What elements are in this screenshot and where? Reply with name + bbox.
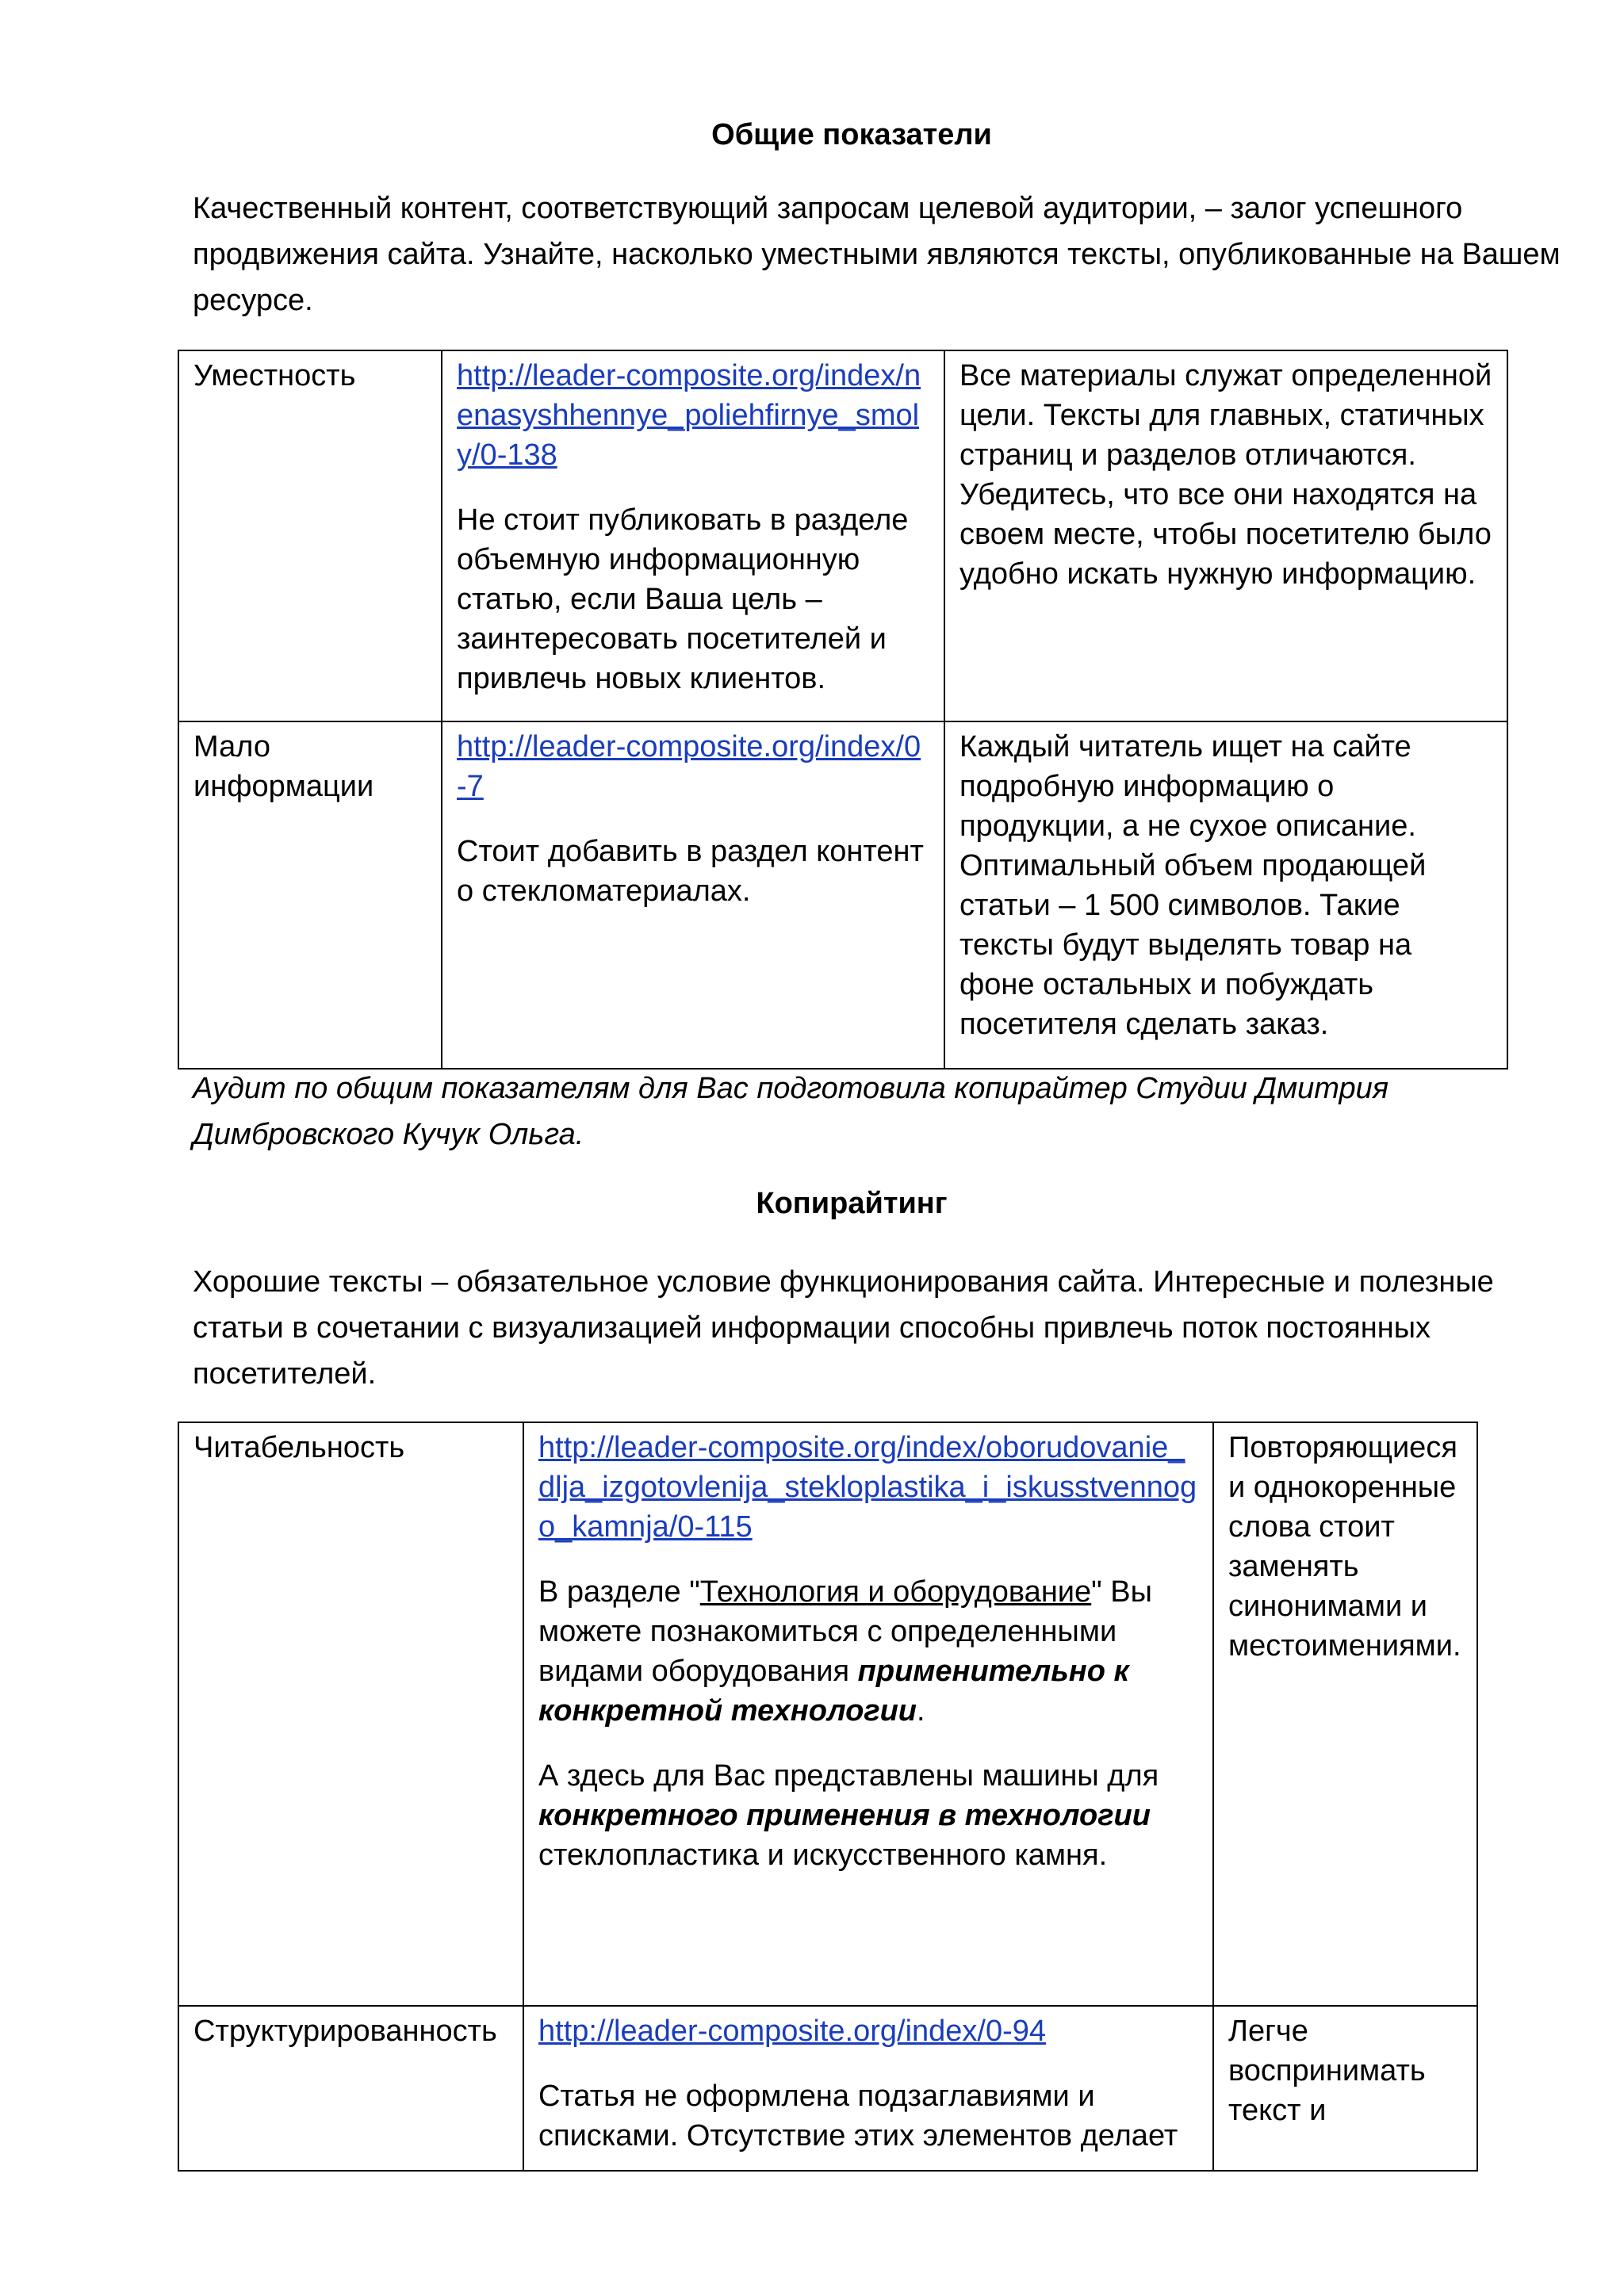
intro-copywriting: Хорошие тексты – обязательное условие функционирования сайта. Интересные и полезные статьи в сочетании с визуализацией информации способны привлечь поток постоянных посетителей. <box>193 1265 1494 1391</box>
page-link[interactable]: http://leader-composite.org/index/nenasyshhennye_poliehfirnye_smoly/0-138 <box>457 359 921 472</box>
metric-label: Читабельность <box>178 1422 523 2006</box>
table-row <box>178 1422 1477 2006</box>
metric-advice: Повторяющиеся и однокоренные слова стоит заменять синонимами и местоимениями. <box>1213 1422 1477 2006</box>
section-link[interactable]: Технология и оборудование <box>699 1575 1092 1609</box>
metric-advice: Все материалы служат определенной цели. Тексты для главных, статичных страниц и разделов отличаются. Убедитесь, что все они находятся на своем месте, чтобы посетителю было удобно искать нужную информацию. <box>944 350 1507 721</box>
section-title-general: Общие показатели <box>711 118 992 151</box>
page-link[interactable]: http://leader-composite.org/index/oborudovanie_dlja_izgotovlenija_stekloplastika_i_iskusstvennogo_kamnja/0-115 <box>538 1431 1197 1544</box>
metric-label: Уместность <box>178 350 442 721</box>
metric-advice: Каждый читатель ищет на сайте подробную информацию о продукции, а не сухое описание. Оптимальный объем продающей статьи – 1 500 символов. Такие тексты будут выделять товар на фоне остальных и побуждать посетителя сделать заказ. <box>944 721 1507 1069</box>
copywriting-table <box>178 1422 1478 2172</box>
metric-label: Мало информации <box>178 721 442 1069</box>
page-link[interactable]: http://leader-composite.org/index/0-7 <box>457 730 921 803</box>
table-row <box>178 2006 1477 2171</box>
metric-note: Статья не оформлена подзаглавиями и списками. Отсутствие этих элементов делает <box>538 2080 1178 2152</box>
table-row <box>178 721 1507 1069</box>
metric-advice: Легче воспринимать текст и <box>1213 2006 1477 2171</box>
metric-label: Структурированность <box>178 2006 523 2171</box>
metric-note: Стоит добавить в раздел контент о стекломатериалах. <box>457 835 924 908</box>
page-link[interactable]: http://leader-composite.org/index/0-94 <box>538 2015 1047 2048</box>
metric-detail-cell <box>523 2006 1213 2171</box>
section-title-copywriting: Копирайтинг <box>756 1187 948 1220</box>
metric-note: В разделе "Технология и оборудование" Вы можете познакомиться с определенными видами оборудования применительно к конкретной технологии. <box>538 1575 1152 1728</box>
audit-caption: Аудит по общим показателям для Вас подготовила копирайтер Студии Дмитрия Димбровского Кучук Ольга. <box>193 1072 1389 1151</box>
table-row <box>178 350 1507 721</box>
general-metrics-table <box>178 350 1508 1070</box>
metric-note: А здесь для Вас представлены машины для конкретного применения в технологии стеклопластика и искусственного камня. <box>538 1759 1159 1872</box>
metric-detail-cell <box>442 721 944 1069</box>
metric-detail-cell <box>442 350 944 721</box>
metric-note: Не стоит публиковать в разделе объемную информационную статью, если Ваша цель – заинтересовать посетителей и привлечь новых клиентов. <box>457 503 909 695</box>
intro-general: Качественный контент, соответствующий запросам целевой аудитории, – залог успешного продвижения сайта. Узнайте, насколько уместными являются тексты, опубликованные на Вашем ресурсе. <box>193 192 1561 317</box>
metric-detail-cell <box>523 1422 1213 2006</box>
